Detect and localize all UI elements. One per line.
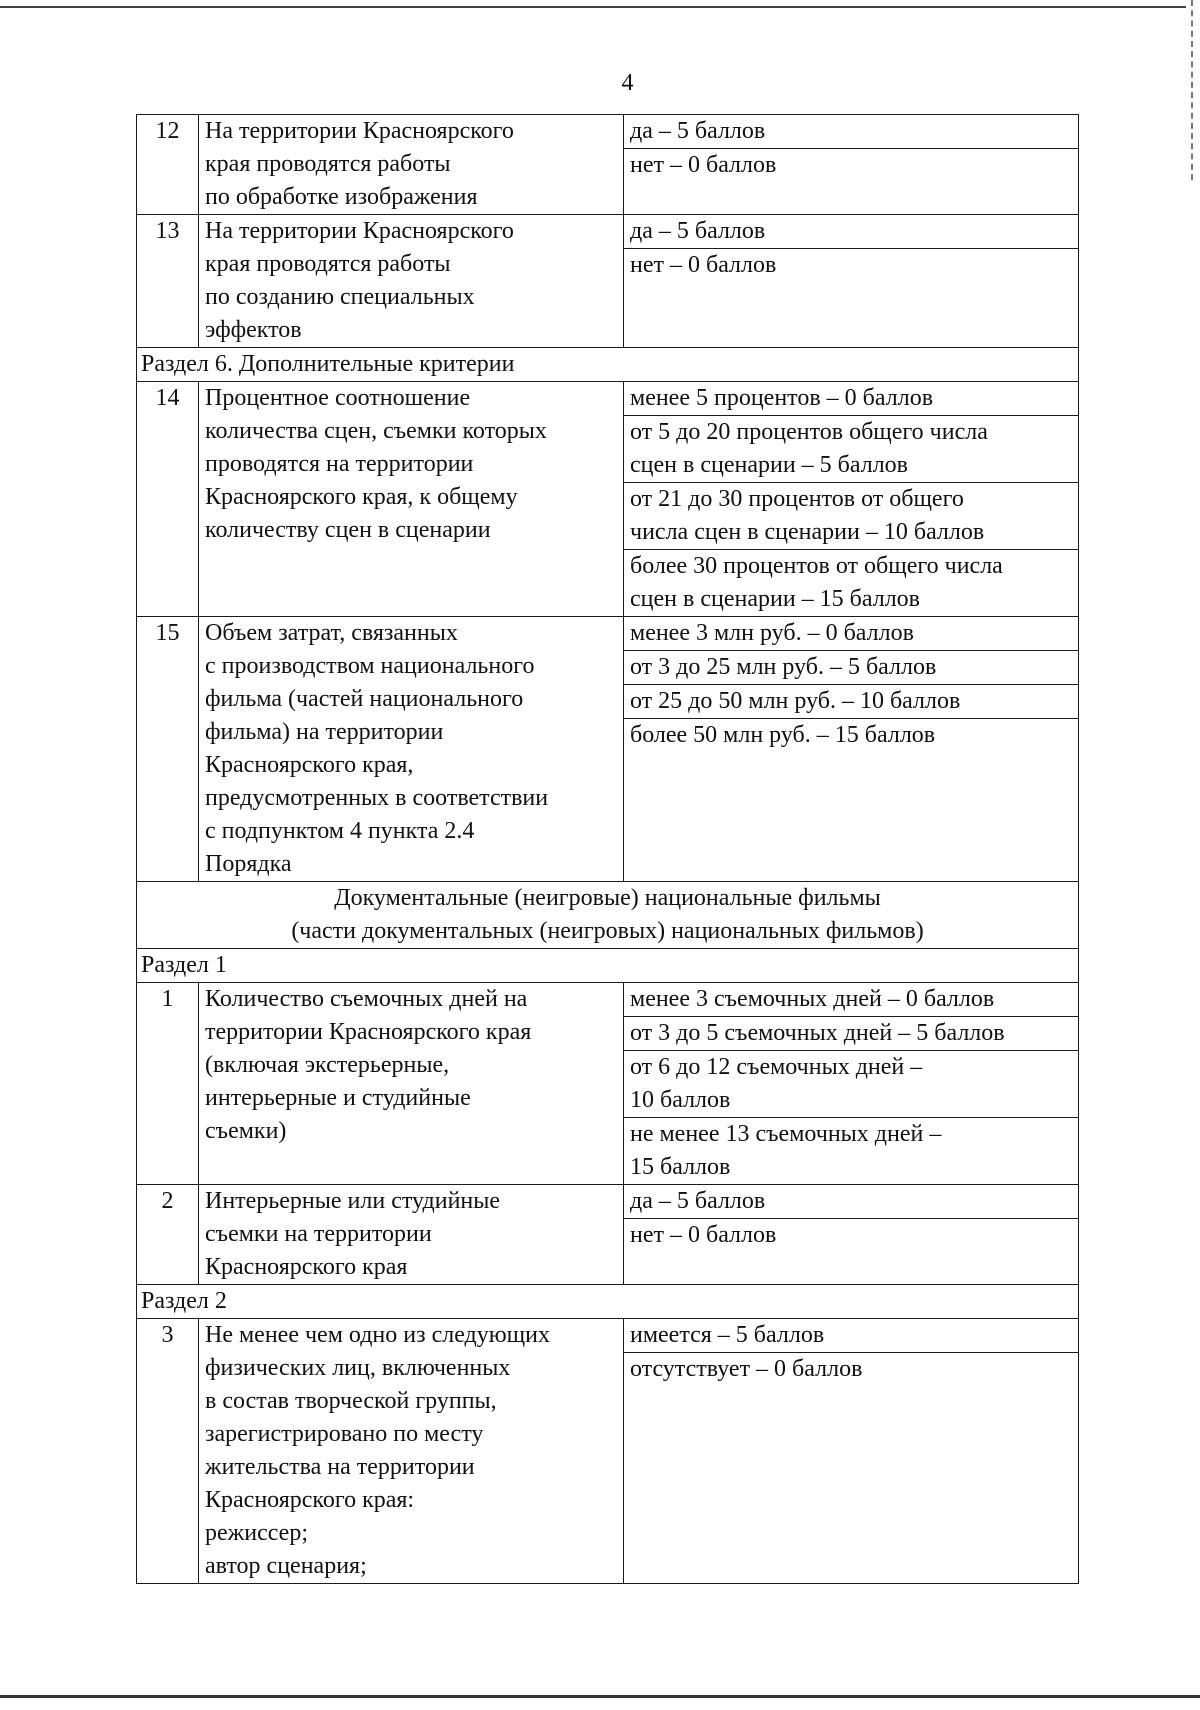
table-row-doc-3 xyxy=(137,1319,1079,1584)
criterion-line: Красноярского края: xyxy=(205,1487,415,1513)
criterion-cell xyxy=(199,382,624,617)
score-text: числа сцен в сценарии – 10 баллов xyxy=(630,519,985,545)
criterion-line: съемки) xyxy=(205,1118,287,1144)
score-option xyxy=(624,1017,1078,1051)
row-number: 3 xyxy=(137,1319,199,1584)
criterion-line: в состав творческой группы, xyxy=(205,1388,497,1414)
table-row-15 xyxy=(137,617,1079,882)
score-text: сцен в сценарии – 15 баллов xyxy=(630,586,921,612)
criterion-line: предусмотренных в соответствии xyxy=(205,785,549,811)
score-cell xyxy=(624,215,1079,348)
criterion-line: Количество съемочных дней на xyxy=(205,986,528,1012)
criterion-line: по созданию специальных xyxy=(205,284,475,310)
score-cell xyxy=(624,382,1079,617)
score-cell xyxy=(624,617,1079,882)
criterion-line: физических лиц, включенных xyxy=(205,1355,511,1381)
criterion-line: зарегистрировано по месту xyxy=(205,1421,484,1447)
criterion-line: Не менее чем одно из следующих xyxy=(205,1322,550,1348)
criterion-cell xyxy=(199,1185,624,1285)
score-option: отсутствует – 0 баллов xyxy=(630,1356,863,1382)
score-text: более 30 процентов от общего числа xyxy=(630,553,1003,579)
criterion-line: На территории Красноярского xyxy=(205,118,514,144)
criterion-cell xyxy=(199,983,624,1185)
criterion-line: интерьерные и студийные xyxy=(205,1085,471,1111)
score-option: более 50 млн руб. – 15 баллов xyxy=(630,722,936,748)
criterion-line: фильма (частей национального xyxy=(205,686,524,712)
criterion-line: автор сценария; xyxy=(205,1553,367,1579)
row-number: 2 xyxy=(137,1185,199,1285)
score-option: имеется – 5 баллов xyxy=(624,1319,1078,1353)
score-text: 15 баллов xyxy=(630,1154,731,1180)
score-text: менее 3 съемочных дней – 0 баллов xyxy=(630,986,995,1012)
category-row xyxy=(137,882,1079,949)
score-option: да – 5 баллов xyxy=(624,1185,1078,1219)
criterion-cell xyxy=(199,115,624,215)
row-number: 13 xyxy=(137,215,199,348)
section-heading: Раздел 6. Дополнительные критерии xyxy=(137,348,1079,382)
criterion-line: края проводятся работы xyxy=(205,251,451,277)
criterion-line: количества сцен, съемки которых xyxy=(205,418,547,444)
score-option: нет – 0 баллов xyxy=(630,1222,777,1248)
score-text: менее 5 процентов – 0 баллов xyxy=(630,385,934,411)
scan-bottom-edge-line xyxy=(0,1695,1200,1698)
criterion-line: Интерьерные или студийные xyxy=(205,1188,501,1214)
score-text: от 5 до 20 процентов общего числа xyxy=(630,419,988,445)
criterion-cell xyxy=(199,1319,624,1584)
criterion-line: проводятся на территории xyxy=(205,451,474,477)
criterion-line: (включая экстерьерные, xyxy=(205,1052,450,1078)
row-number: 1 xyxy=(137,983,199,1185)
score-option xyxy=(624,550,1078,616)
score-cell xyxy=(624,1319,1079,1584)
score-option: нет – 0 баллов xyxy=(630,252,777,278)
page-number: 4 xyxy=(621,70,634,96)
score-option: нет – 0 баллов xyxy=(630,152,777,178)
criterion-line: эффектов xyxy=(205,317,302,343)
score-option xyxy=(624,1118,1078,1184)
section-row-1 xyxy=(137,949,1079,983)
score-option xyxy=(624,416,1078,483)
score-option: менее 3 млн руб. – 0 баллов xyxy=(624,617,1078,651)
score-option xyxy=(624,983,1078,1017)
score-cell xyxy=(624,983,1079,1185)
criterion-cell xyxy=(199,617,624,882)
score-option: от 25 до 50 млн руб. – 10 баллов xyxy=(624,685,1078,719)
criterion-line: по обработке изображения xyxy=(205,184,478,210)
row-number: 14 xyxy=(137,382,199,617)
criterion-line: съемки на территории xyxy=(205,1221,432,1247)
table-row-14 xyxy=(137,382,1079,617)
criterion-line: Красноярского края xyxy=(205,1254,408,1280)
score-text: не менее 13 съемочных дней – xyxy=(630,1121,942,1147)
criterion-line: с подпунктом 4 пункта 2.4 xyxy=(205,818,475,844)
category-line: (части документальных (неигровых) национальных фильмов) xyxy=(291,918,924,944)
score-cell xyxy=(624,1185,1079,1285)
score-option xyxy=(624,483,1078,550)
category-line: Документальные (неигровые) национальные фильмы xyxy=(334,885,881,911)
criterion-line: края проводятся работы xyxy=(205,151,451,177)
score-option xyxy=(624,382,1078,416)
section-row-2 xyxy=(137,1285,1079,1319)
scan-top-edge-line xyxy=(0,6,1186,8)
criterion-line: территории Красноярского края xyxy=(205,1019,532,1045)
table-row-12 xyxy=(137,115,1079,215)
criterion-line: количеству сцен в сценарии xyxy=(205,517,491,543)
table-row-doc-1 xyxy=(137,983,1079,1185)
criteria-table xyxy=(136,114,1079,1584)
score-text: сцен в сценарии – 5 баллов xyxy=(630,452,909,478)
criterion-line: фильма) на территории xyxy=(205,719,444,745)
section-row-6 xyxy=(137,348,1079,382)
score-option: от 3 до 25 млн руб. – 5 баллов xyxy=(624,651,1078,685)
criterion-line: Красноярского края, xyxy=(205,752,414,778)
criterion-line: с производством национального xyxy=(205,653,535,679)
criterion-line: Процентное соотношение xyxy=(205,385,471,411)
row-number: 12 xyxy=(137,115,199,215)
score-option: да – 5 баллов xyxy=(624,115,1078,149)
score-text: 10 баллов xyxy=(630,1087,731,1113)
category-heading xyxy=(137,882,1079,949)
table-row-doc-2 xyxy=(137,1185,1079,1285)
score-cell xyxy=(624,115,1079,215)
section-heading: Раздел 2 xyxy=(137,1285,1079,1319)
section-heading: Раздел 1 xyxy=(137,949,1079,983)
score-option xyxy=(624,1051,1078,1118)
score-option: да – 5 баллов xyxy=(624,215,1078,249)
score-text: от 6 до 12 съемочных дней – xyxy=(630,1054,923,1080)
criterion-line: Объем затрат, связанных xyxy=(205,620,458,646)
criterion-line: жительства на территории xyxy=(205,1454,475,1480)
criterion-line: Порядка xyxy=(205,851,292,877)
table-row-13 xyxy=(137,215,1079,348)
row-number: 15 xyxy=(137,617,199,882)
criterion-line: режиссер; xyxy=(205,1520,308,1546)
score-text: от 21 до 30 процентов от общего xyxy=(630,486,964,512)
criterion-line: На территории Красноярского xyxy=(205,218,514,244)
criterion-line: Красноярского края, к общему xyxy=(205,484,518,510)
criterion-cell xyxy=(199,215,624,348)
score-text: от 3 до 5 съемочных дней – 5 баллов xyxy=(630,1020,1005,1046)
